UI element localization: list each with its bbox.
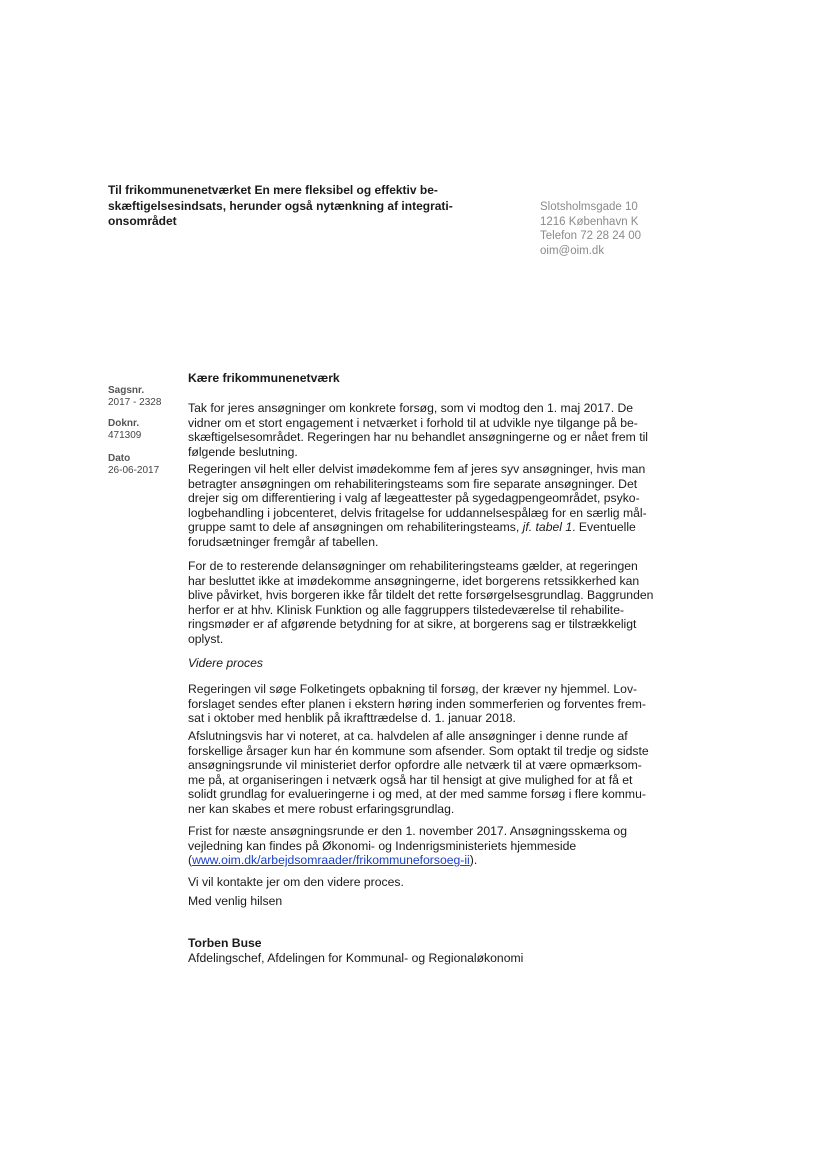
text-line: vejledning kan findes på Økonomi- og Indenrigsministeriets hjemmeside: [188, 838, 577, 853]
text-line: forslaget sendes efter planen i ekstern høring inden sommerferien og forventes frem-: [188, 696, 646, 711]
ministry-website-link[interactable]: www.oim.dk/arbejdsomraader/frikommuneforsoeg-ii: [192, 853, 470, 868]
case-number-value: 2017 - 2328: [108, 396, 162, 408]
subject-line: onsområdet: [108, 214, 177, 228]
address-street: Slotsholmsgade 10: [540, 201, 638, 213]
text-line: ringsmøder er af afgørende betydning for at sikre, at borgerens sag er tilstrækkeligt: [188, 617, 637, 632]
address-city: 1216 København K: [540, 215, 639, 228]
text-line: betragter ansøgningen om rehabiliteringsteams som fire separate ansøgninger. Det: [188, 476, 638, 491]
closing: Med venlig hilsen: [188, 894, 283, 908]
text-line: følgende beslutning.: [188, 444, 298, 459]
signature: [188, 936, 523, 965]
letter-subject: [108, 183, 453, 230]
text-line: ansøgningsrunde vil ministeriet derfor opfordre alle netværk til at være opmærksom-: [188, 758, 642, 773]
text-line: [188, 853, 627, 868]
text-line: solidt grundlag for evalueringerne i og med, at der med samme forsøg i flere kommu-: [188, 787, 646, 802]
address-email: oim@oim.dk: [540, 244, 605, 257]
paragraph-2: [188, 462, 647, 550]
table-reference: jf. tabel 1: [522, 520, 573, 535]
text-line: logbehandling i jobcenteret, delvis fritagelse for uddannelsespålæg for en særlig mål-: [188, 505, 647, 520]
paragraph-1: [188, 401, 648, 459]
text-line: forskellige årsager kun har én kommune som afsender. Som optakt til tredje og sidste: [188, 743, 649, 758]
text-line: Frist for næste ansøgningsrunde er den 1. november 2017. Ansøgningsskema og: [188, 824, 627, 838]
document-date: [108, 453, 159, 476]
paragraph-7: Vi vil kontakte jer om den videre proces.: [188, 875, 404, 889]
text-line: ner kan skabes et mere robust erfaringsgrundlag.: [188, 801, 455, 816]
subject-line: skæftigelsesindsats, herunder også nytænkning af integrati-: [108, 198, 453, 213]
paragraph-4: [188, 682, 646, 726]
greeting: Kære frikommunenetværk: [188, 371, 340, 385]
text-line: me på, at organiseringen i netværk også har til hensigt at give mulighed for at få et: [188, 772, 633, 787]
text-line: blive påvirket, hvis borgeren ikke får tildelt det rette forsørgelsesgrundlag. Baggrunden: [188, 588, 654, 603]
text-line: Regeringen vil helt eller delvist imødekomme fem af jeres syv ansøgninger, hvis man: [188, 462, 646, 476]
text-line: oplyst.: [188, 631, 224, 646]
text-line: sat i oktober med henblik på ikrafttrædelse d. 1. januar 2018.: [188, 711, 516, 726]
text-line: skæftigelsesområdet. Regeringen har nu behandlet ansøgningerne og er nået frem til: [188, 430, 649, 445]
signatory-title: Afdelingschef, Afdelingen for Kommunal- og Regionaløkonomi: [188, 950, 524, 965]
text-line: [188, 520, 647, 535]
subject-line: Til frikommunenetværket En mere fleksibel og effektiv be-: [108, 183, 438, 197]
text-line: Afslutningsvis har vi noteret, at ca. halvdelen af alle ansøgninger i denne runde af: [188, 729, 628, 743]
text-line: Regeringen vil søge Folketingets opbakning til forsøg, der kræver ny hjemmel. Lov-: [188, 682, 638, 696]
paragraph-3: [188, 559, 653, 647]
document-number-value: 471309: [108, 429, 142, 441]
text-line: herfor er at hhv. Klinisk Funktion og alle faggruppers tilstedeværelse til rehabilite-: [188, 602, 625, 617]
text-line: forudsætninger fremgår af tabellen.: [188, 534, 379, 549]
text-segment: (: [188, 853, 193, 868]
text-segment: gruppe samt to dele af ansøgningen om rehabiliteringsteams,: [188, 520, 523, 535]
sender-address: [540, 200, 641, 258]
date-value: 26-06-2017: [108, 464, 160, 476]
date-label: Dato: [108, 453, 131, 464]
case-number-label: Sagsnr.: [108, 385, 145, 396]
text-line: drejer sig om differentiering i valg af lægeattester på sygedagpengeområdet, psyko-: [188, 491, 640, 506]
signatory-name: Torben Buse: [188, 936, 262, 950]
address-phone: Telefon 72 28 24 00: [540, 230, 642, 243]
case-number: [108, 385, 161, 408]
paragraph-5: [188, 729, 649, 817]
paragraph-6: [188, 824, 627, 868]
text-line: vidner om et stort engagement i netværket i forhold til at udvikle nye tilgange på be-: [188, 415, 638, 430]
document-number: [108, 418, 141, 441]
text-line: For de to resterende delansøgninger om rehabiliteringsteams gælder, at regeringen: [188, 559, 638, 573]
text-line: Tak for jeres ansøgninger om konkrete forsøg, som vi modtog den 1. maj 2017. De: [188, 401, 634, 415]
text-segment: ).: [469, 853, 478, 868]
text-line: har besluttet ikke at imødekomme ansøgningerne, idet borgerens retssikkerhed kan: [188, 573, 640, 588]
text-segment: . Eventuelle: [572, 520, 636, 535]
document-number-label: Doknr.: [108, 418, 140, 429]
section-heading: Videre proces: [188, 656, 263, 670]
